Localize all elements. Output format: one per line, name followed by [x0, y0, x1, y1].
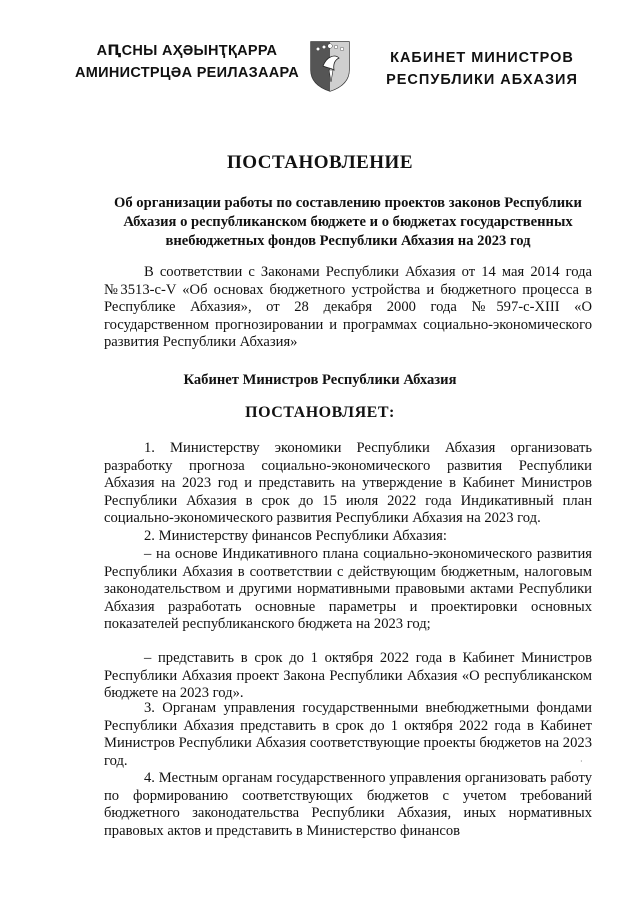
preamble-paragraph: В соответствии с Законами Республики Абхазия от 14 мая 2014 года №3513-с-V «Об основах бюджетного устройства и бюджетного процесса в Республике Абхазия», от 28 декабря 2000 года №597-с-XIII «О государственном прогнозировании и программах социально-экономического развития Республики Абхазия»	[104, 264, 592, 351]
letterhead-abkhaz-line1: АԤСНЫ АҲӘЫНҬҚАРРА	[96, 43, 278, 59]
letterhead	[0, 0, 640, 110]
letterhead-russian-line2: РЕСПУБЛИКИ АБХАЗИЯ	[386, 72, 578, 88]
scan-speck: ·	[580, 757, 583, 766]
letterhead-abkhaz-line2: АМИНИСТРЦӘА РЕИЛАЗААРА	[74, 65, 300, 81]
item-3-paragraph: 3. Органам управления государственными внебюджетными фондами Республики Абхазия представить в срок до 1 октября 2022 года в Кабинет Министров Республики Абхазия соответствующие проекты бюджетов на 2023 год.	[104, 700, 592, 769]
item-1-paragraph: 1. Министерству экономики Республики Абхазия организовать разработку прогноза социально-экономического развития Республики Абхазия на 2023 год и представить на утверждение в Кабинет Министров Республики Абхазия в срок до 15 июля 2022 года Индикативный план социально-экономического развития Республики Абхазия на 2023 год.	[104, 440, 592, 527]
document-subject: Об организации работы по составлению проектов законов Республики Абхазия о республиканском бюджете и о бюджетах государственных внебюджетных фондов Республики Абхазия на 2023 год	[114, 195, 582, 249]
issuer-heading: Кабинет Министров Республики Абхазия	[183, 372, 457, 388]
item-2-paragraph: 2. Министерству финансов Республики Абхазия:	[144, 528, 447, 544]
decree-heading: ПОСТАНОВЛЯЕТ:	[245, 404, 395, 421]
coat-of-arms-icon	[309, 40, 351, 92]
letterhead-abkhaz	[62, 40, 312, 84]
document-title: ПОСТАНОВЛЕНИЕ	[226, 152, 414, 173]
letterhead-russian	[372, 47, 592, 91]
item-4-paragraph: 4. Местным органам государственного управления организовать работу по формированию соответствующих бюджетов с учетом требований бюджетного законодательства Республики Абхазия, иных нормативных правовых актов и представить в Министерство финансов	[104, 770, 592, 839]
item-2b-paragraph: – представить в срок до 1 октября 2022 года в Кабинет Министров Республики Абхазия проект Закона Республики Абхазия «О республиканском бюджете на 2023 год».	[104, 650, 592, 702]
item-2a-paragraph: – на основе Индикативного плана социально-экономического развития Республики Абхазия в соответствии с действующим бюджетным, налоговым законодательством и другими нормативными правовыми актами Республики Абхазия разработать основные параметры и проектировки основных показателей республиканского бюджета на 2023 год;	[104, 546, 592, 633]
letterhead-russian-line1: КАБИНЕТ МИНИСТРОВ	[390, 50, 574, 66]
